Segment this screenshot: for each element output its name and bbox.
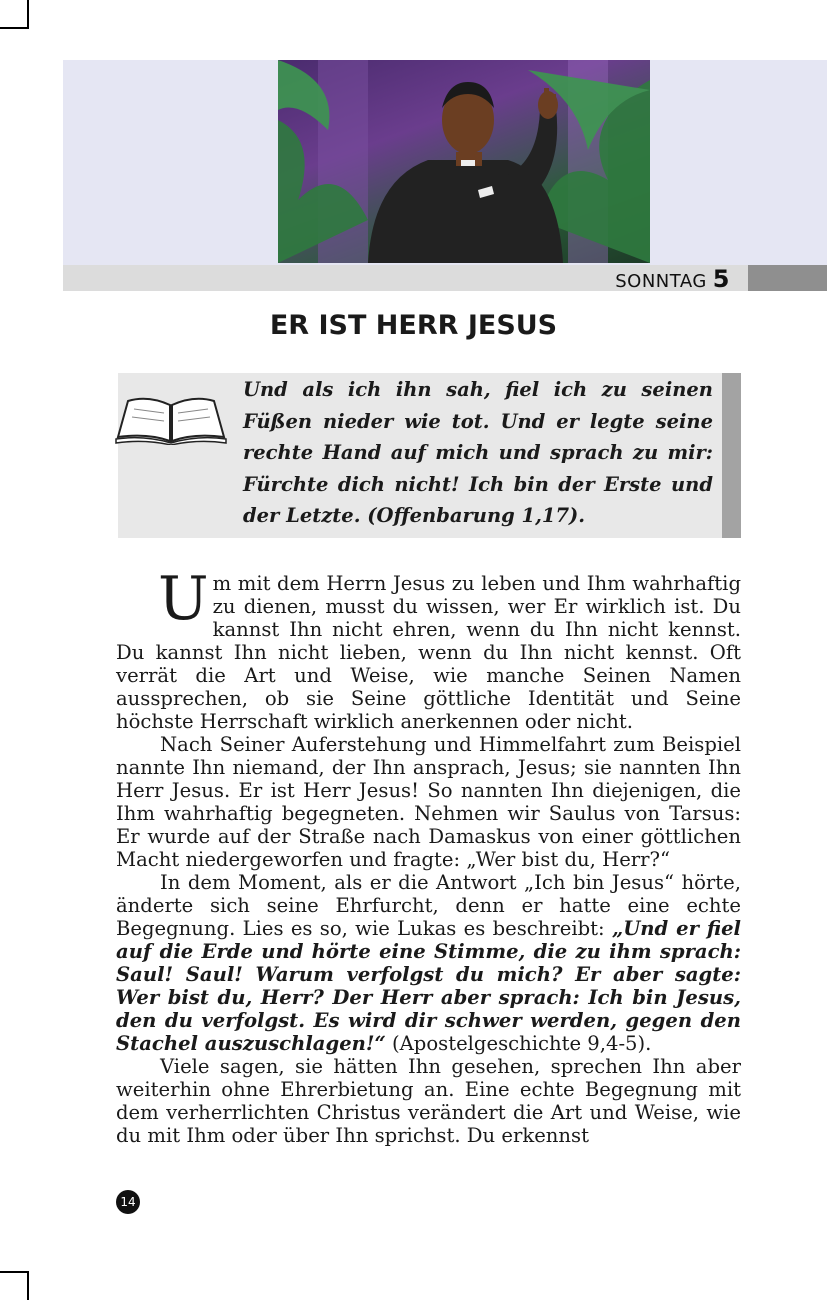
- day-label-text: SONNTAG: [615, 271, 707, 292]
- paragraph-3-lead: In dem Moment, als er die Antwort „Ich bin Jesus“ hörte, änderte sich seine Ehrfurcht, denn er hatte eine echte Begegnung. Lies es so, wie Lukas es beschreibt:: [116, 871, 741, 940]
- bible-reference: (Apostelgeschichte 9,4-5).: [385, 1032, 652, 1055]
- preacher-illustration: [278, 60, 650, 263]
- page-number: 14: [116, 1190, 140, 1214]
- header-photo: [278, 60, 650, 263]
- scripture-quote: Und als ich ihn sah, fiel ich zu seinen Füßen nieder wie tot. Und er legte seine rechte Hand auf mich und sprach zu mir: Fürchte dich nicht! Ich bin der Erste und der Letzte. (Offenbarung 1,17).: [243, 378, 713, 527]
- paragraph-4: Viele sagen, sie hätten Ihn gesehen, sprechen Ihn aber weiterhin ohne Ehrerbietung an. Eine echte Begegnung mit dem verherrlichten Christus verändert die Art und Weise, wie du mit Ihm oder über Ihn sprichst. Du erkennst: [116, 1055, 741, 1147]
- bible-quote: „Und er fiel auf die Erde und hörte eine Stimme, die zu ihm sprach: Saul! Saul! Warum verfolgst du mich? Er aber sagte: Wer bist du, Herr? Der Herr aber sprach: Ich bin Jesus, den du verfolgst. Es wird dir schwer werden, gegen den Stachel auszuschlagen!“: [116, 917, 741, 1055]
- article-body: [116, 564, 741, 1147]
- crop-mark-top-left-v: [27, 0, 29, 29]
- crop-mark-top-left-h: [0, 27, 28, 29]
- paragraph-1-text: m mit dem Herrn Jesus zu leben und Ihm wahrhaftig zu dienen, musst du wissen, wer Er wirklich ist. Du kannst Ihn nicht ehren, wenn du Ihn nicht kennst. Du kannst Ihn nicht lieben, wenn du Ihn nicht kennst. Oft verrät die Art und Weise, wie manche Seinen Namen aussprechen, ob sie Seine göttliche Identität und Seine höchste Herrschaft wirklich anerkennen oder nicht.: [116, 572, 741, 733]
- crop-mark-bottom-left-h: [0, 1271, 28, 1273]
- day-label: [615, 266, 730, 292]
- day-band-accent: [748, 265, 827, 291]
- day-number: 5: [712, 265, 730, 293]
- drop-cap: U: [158, 564, 209, 634]
- paragraph-3: [116, 871, 741, 1055]
- paragraph-1: [116, 564, 741, 733]
- crop-mark-bottom-left-v: [27, 1271, 29, 1300]
- paragraph-2: Nach Seiner Auferstehung und Himmelfahrt zum Beispiel nannte Ihn niemand, der Ihn ansprach, Jesus; sie nannten Ihn Herr Jesus. Er ist Herr Jesus! So nannten Ihn diejenigen, die Ihm wahrhaftig begegneten. Nehmen wir Saulus von Tarsus: Er wurde auf der Straße nach Damaskus von einer göttlichen Macht niedergeworfen und fragte: „Wer bist du, Herr?“: [116, 733, 741, 871]
- scripture-box-accent: [722, 373, 741, 538]
- open-book-icon: [114, 393, 228, 449]
- page-title: ER IST HERR JESUS: [269, 310, 558, 341]
